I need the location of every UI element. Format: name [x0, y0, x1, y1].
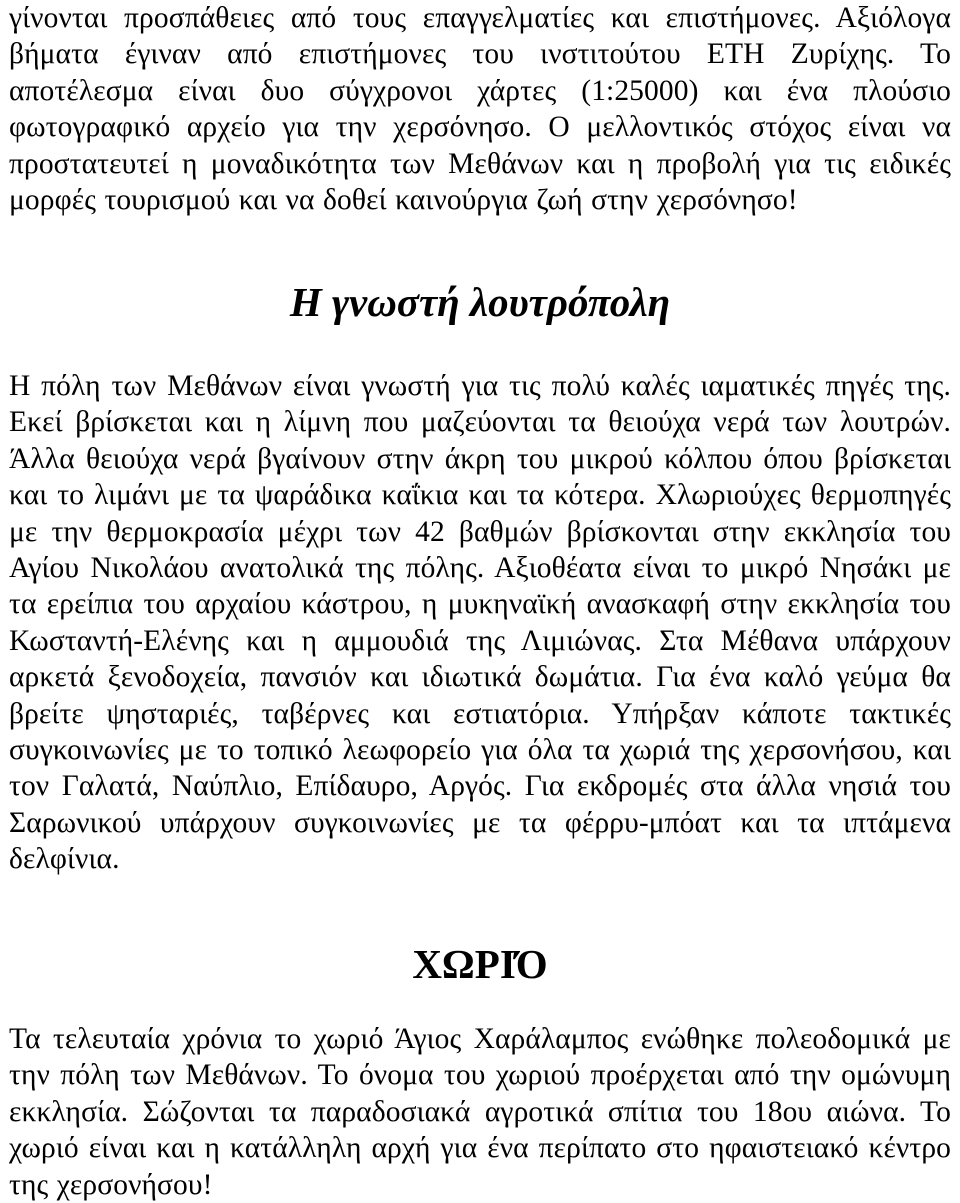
village-paragraph: Τα τελευταία χρόνια το χωριό Άγιος Χαράλαμπος ενώθηκε πολεοδομικά με την πόλη των Μεθάνων. Το όνομα του χωριού προέρχεται από την ομώνυμη εκκλησία. Σώζονται τα παραδοσιακά αγροτικά σπίτια του 18ου αιώνα. Το χωριό είναι και η κατάλληλη αρχή για ένα περίπατο στο ηφαιστειακό κέντρο της χερσονήσου!	[9, 1023, 951, 1201]
spa-town-paragraph: Η πόλη των Μεθάνων είναι γνωστή για τις πολύ καλές ιαματικές πηγές της. Εκεί βρίσκεται και η λίμνη που μαζεύονται τα θειούχα νερά των λουτρών. Άλλα θειούχα νερά βγαίνουν στην άκρη του μικρού κόλπου όπου βρίσκεται και το λιμάνι με τα ψαράδικα καΐκια και τα κότερα. Χλωριούχες θερμοπηγές με την θερμοκρασία μέχρι των 42 βαθμών βρίσκονται στην εκκλησία του Αγίου Νικολάου ανατολικά της πόλης. Αξιοθέατα είναι το μικρό Νησάκι με τα ερείπια του αρχαίου κάστρου, η μυκηναϊκή ανασκαφή στην εκκλησία του Κωσταντή-Ελένης και η αμμουδιά της Λιμιώνας. Στα Μέθανα υπάρχουν αρκετά ξενοδοχεία, πανσιόν και ιδιωτικά δωμάτια. Για ένα καλό γεύμα θα βρείτε ψησταριές, ταβέρνες και εστιατόρια. Υπήρξαν κάποτε τακτικές συγκοινωνίες με το τοπικό λεωφορείο για όλα τα χωριά της χερσονήσου, και τον Γαλατά, Ναύπλιο, Επίδαυρο, Αργός. Για εκδρομές στα άλλα νησιά του Σαρωνικού υπάρχουν συγκοινωνίες με τα φέρρυ-μπόατ και τα ιπτάμενα δελφίνια.	[9, 370, 951, 876]
section-heading-village: ΧΩΡΙΌ	[412, 941, 548, 987]
section-heading-spa-town: Η γνωστή λουτρόπολη	[289, 279, 671, 325]
intro-paragraph: γίνονται προσπάθειες από τους επαγγελματίες και επιστήμονες. Αξιόλογα βήματα έγιναν από επιστήμονες του ινστιτούτου ΕΤΗ Ζυρίχης. Το αποτέλεσμα είναι δυο σύγχρονοι χάρτες (1:25000) και ένα πλούσιο φωτογραφικό αρχείο για την χερσόνησο. Ο μελλοντικός στόχος είναι να προστατευτεί η μοναδικότητα των Μεθάνων και η προβολή για τις ειδικές μορφές τουρισμού και να δοθεί καινούργια ζωή στην χερσόνησο!	[9, 2, 951, 217]
